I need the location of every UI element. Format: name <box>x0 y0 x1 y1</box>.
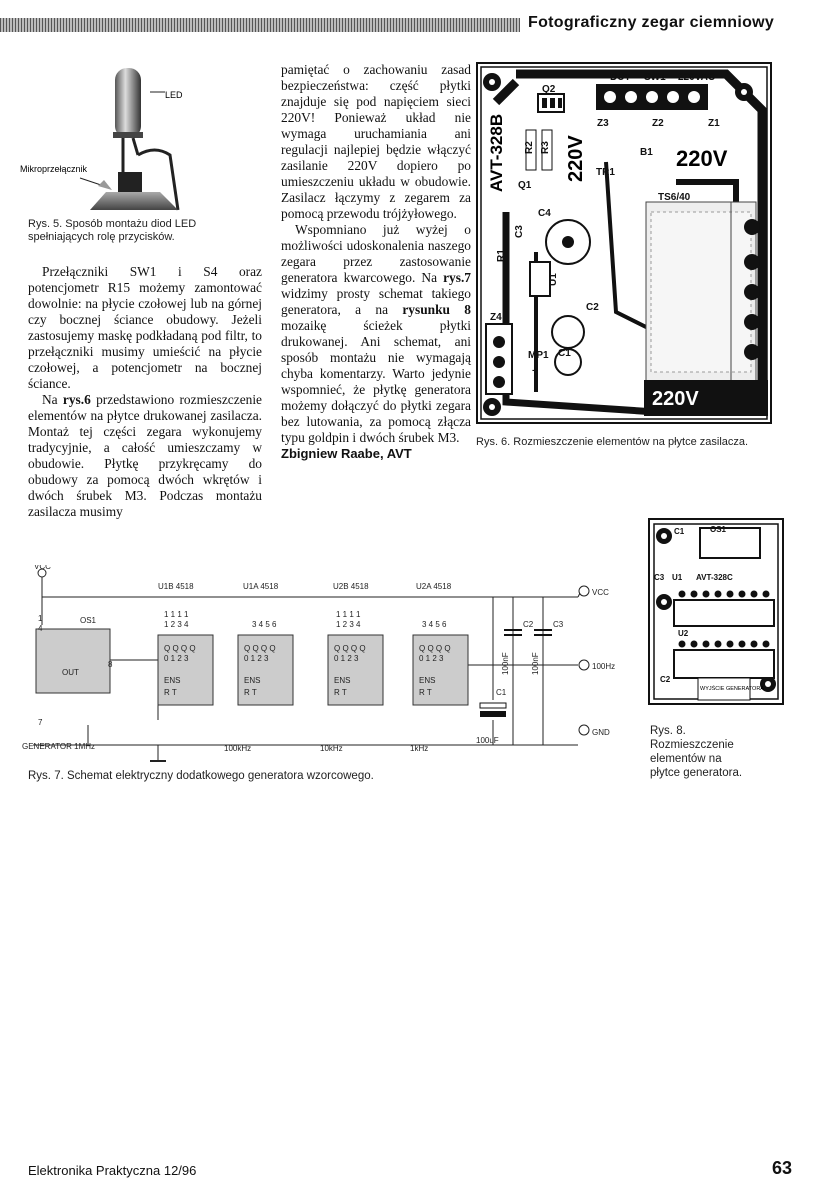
pcb-board-id: AVT-328B <box>487 113 506 192</box>
schematic-label: C1 <box>496 688 507 697</box>
schematic-label: ENS <box>334 676 351 685</box>
pcb-label: U1 <box>548 273 559 286</box>
schematic-label: 1 1 1 1 <box>336 610 361 619</box>
led-body <box>115 68 141 138</box>
paragraph: pamiętać o zachowaniu zasad bezpieczeństwa: część płytki znajduje się pod napięciem sieci 220V! Ponieważ układ nie wymaga uruchamiania ani regulacji najlepiej będzie włączyć zasilanie 220V dopiero po umieszczeniu układu w obudowie. Zasilacz łączymy z zegarem za pomocą przewodu trójżyłowego. <box>281 62 471 221</box>
pcb-label: B1 <box>640 147 653 158</box>
pcb-label: Q2 <box>542 84 556 95</box>
schematic-label: 1 <box>38 614 43 623</box>
pcb-label: C2 <box>586 302 599 313</box>
figure-7-schematic <box>18 565 638 770</box>
schematic-label: GND <box>592 728 610 737</box>
pcb-label: Z2 <box>652 118 664 129</box>
schematic-label: R T <box>419 688 432 697</box>
schematic-label: Q Q Q Q <box>334 644 366 653</box>
running-title: Fotograficzny zegar ciemniowy <box>528 14 775 31</box>
pcb-label: TR1 <box>596 167 615 178</box>
header-rule <box>0 18 520 32</box>
caption-line: Rys. 8. <box>650 725 686 737</box>
schematic-label: ENS <box>164 676 181 685</box>
schematic-label: 7 <box>38 718 43 727</box>
schematic-label: 0 1 2 3 <box>244 654 269 663</box>
schematic-label: 3 4 5 6 <box>252 620 277 629</box>
pcb-label: U2 <box>678 629 689 638</box>
pcb-label: AVT-328C <box>696 573 733 582</box>
pcb-label: Z1 <box>708 118 720 129</box>
figure-5-caption: Rys. 5. Sposób montażu diod LED spełniających rolę przycisków. <box>28 218 197 243</box>
schematic-label: 3 4 5 6 <box>422 620 447 629</box>
pcb-label: C3 <box>654 573 665 582</box>
pcb-voltage-label: 220V <box>652 388 699 410</box>
caption-line: płytce generatora. <box>650 767 743 779</box>
label-led: LED <box>165 90 183 100</box>
schematic-label: 100nF <box>531 652 540 675</box>
figure-6-pcb <box>476 62 774 432</box>
pcb-voltage-label: 220V <box>565 135 587 182</box>
schematic-label: 1 2 3 4 <box>164 620 189 629</box>
schematic-label: U1A 4518 <box>243 582 279 591</box>
schematic-label: R T <box>244 688 257 697</box>
schematic-label: 0 1 2 3 <box>334 654 359 663</box>
text-column-middle <box>281 62 471 462</box>
figure-8-caption <box>650 724 790 780</box>
schematic-label: 0 1 2 3 <box>164 654 189 663</box>
pcb-label: TS6/40 <box>658 192 691 203</box>
schematic-label: 4 <box>38 624 43 633</box>
pcb-label: C1 <box>674 527 685 536</box>
schematic-label: OUT <box>62 668 79 677</box>
schematic-label: 1 2 3 4 <box>336 620 361 629</box>
pcb-label: R3 <box>540 141 551 154</box>
figure-5-drawing <box>20 60 255 220</box>
pcb-label: 220VAC <box>678 72 716 83</box>
schematic-label: C2 <box>523 620 534 629</box>
schematic-label: VCC <box>34 565 51 571</box>
author: Zbigniew Raabe, AVT <box>281 446 412 461</box>
figure-7-caption: Rys. 7. Schemat elektryczny dodatkowego generatora wzorcowego. <box>28 770 374 782</box>
schematic-label: Q Q Q Q <box>419 644 451 653</box>
schematic-label: 100nF <box>501 652 510 675</box>
pcb-label: C3 <box>514 225 525 238</box>
pcb-label: Z3 <box>597 118 609 129</box>
label-microswitch: Mikroprzełącznik <box>20 164 88 174</box>
pcb-label: WYJŚCIE GENERATORA <box>700 686 764 692</box>
schematic-label: 100kHz <box>224 744 252 753</box>
journal-footer: Elektronika Praktyczna 12/96 <box>28 1163 197 1178</box>
schematic-label: R T <box>164 688 177 697</box>
schematic-label: ENS <box>244 676 261 685</box>
schematic-label: 100uF <box>476 736 499 745</box>
schematic-label: 100Hz <box>592 662 616 671</box>
schematic-label: U2A 4518 <box>416 582 452 591</box>
schematic-label: 10kHz <box>320 744 343 753</box>
page-number: 63 <box>772 1158 793 1178</box>
schematic-label: U1B 4518 <box>158 582 194 591</box>
pcb-voltage-label: 220V <box>676 146 728 171</box>
schematic-label: ENS <box>419 676 436 685</box>
microswitch-body <box>90 192 178 210</box>
pcb-label: C1 <box>558 348 571 359</box>
pcb-label: MP1 <box>528 350 549 361</box>
caption-line: elementów na <box>650 753 722 765</box>
schematic-label: R T <box>334 688 347 697</box>
schematic-label: C3 <box>553 620 564 629</box>
pcb-label: C2 <box>660 675 671 684</box>
pcb-label: C4 <box>538 208 551 219</box>
pcb-label: DUT <box>610 72 631 83</box>
schematic-label: GENERATOR 1MHz <box>22 742 96 751</box>
paragraph: Na rys.6 przedstawiono rozmieszczenie elementów na płytce drukowanej zasilacza. Montaż tej części zegara wykonujemy tradycyjnie, a całość umieszczamy w obudowie. Płytkę przykręcamy do obudowy za pomocą dwóch wkrętów i dwóch śrubek M3. Podczas montażu zasilacza musimy <box>28 392 262 519</box>
paragraph: Wspomniano już wyżej o możliwości udoskonalenia naszego zegara przez zastosowanie generatora kwarcowego. Na rys.7 widzimy prosty schemat takiego generatora, a na rysunku 8 mozaikę ścieżek płytki drukowanej. Ani schemat, ani sposób montażu nie wymagają chyba komentarzy. Warto jedynie wspomnieć, że płytkę generatora możemy dołączyć do płytki zegara bez lutowania, za pomocą złącza typu goldpin i dwóch śrubek M3. <box>281 222 471 445</box>
text-column-left <box>28 264 262 520</box>
figure-6-caption: Rys. 6. Rozmieszczenie elementów na płytce zasilacza. <box>476 436 749 448</box>
caption-line: Rozmieszczenie <box>650 739 734 751</box>
schematic-label: 1 1 1 1 <box>164 610 189 619</box>
schematic-label: 8 <box>108 660 113 669</box>
schematic-label: OS1 <box>80 616 97 625</box>
figure-8-pcb <box>648 518 785 706</box>
pcb-label: Z4 <box>490 312 502 323</box>
schematic-label: Q Q Q Q <box>244 644 276 653</box>
schematic-label: 0 1 2 3 <box>419 654 444 663</box>
schematic-label: U2B 4518 <box>333 582 369 591</box>
paragraph: Przełączniki SW1 i S4 oraz potencjometr R15 możemy zamontować dowolnie: na płycie czołowej lub na górnej czy bocznej ściance obudowy. Jeżeli zastosujemy maskę podkładaną pod filtr, to przełączniki musimy umieścić na płycie czołowej, a potencjometr na bocznej ściance. <box>28 264 262 391</box>
schematic-label: VCC <box>592 588 609 597</box>
pcb-label: + <box>532 366 538 377</box>
schematic-label: 1kHz <box>410 744 429 753</box>
pcb-label: U1 <box>672 573 683 582</box>
pcb-label: OS1 <box>710 525 727 534</box>
schematic-label: Q Q Q Q <box>164 644 196 653</box>
pcb-label: SW1 <box>644 72 666 83</box>
pcb-label: R2 <box>524 141 535 154</box>
pcb-label: Q1 <box>518 180 532 191</box>
pcb-label: R1 <box>496 249 507 262</box>
